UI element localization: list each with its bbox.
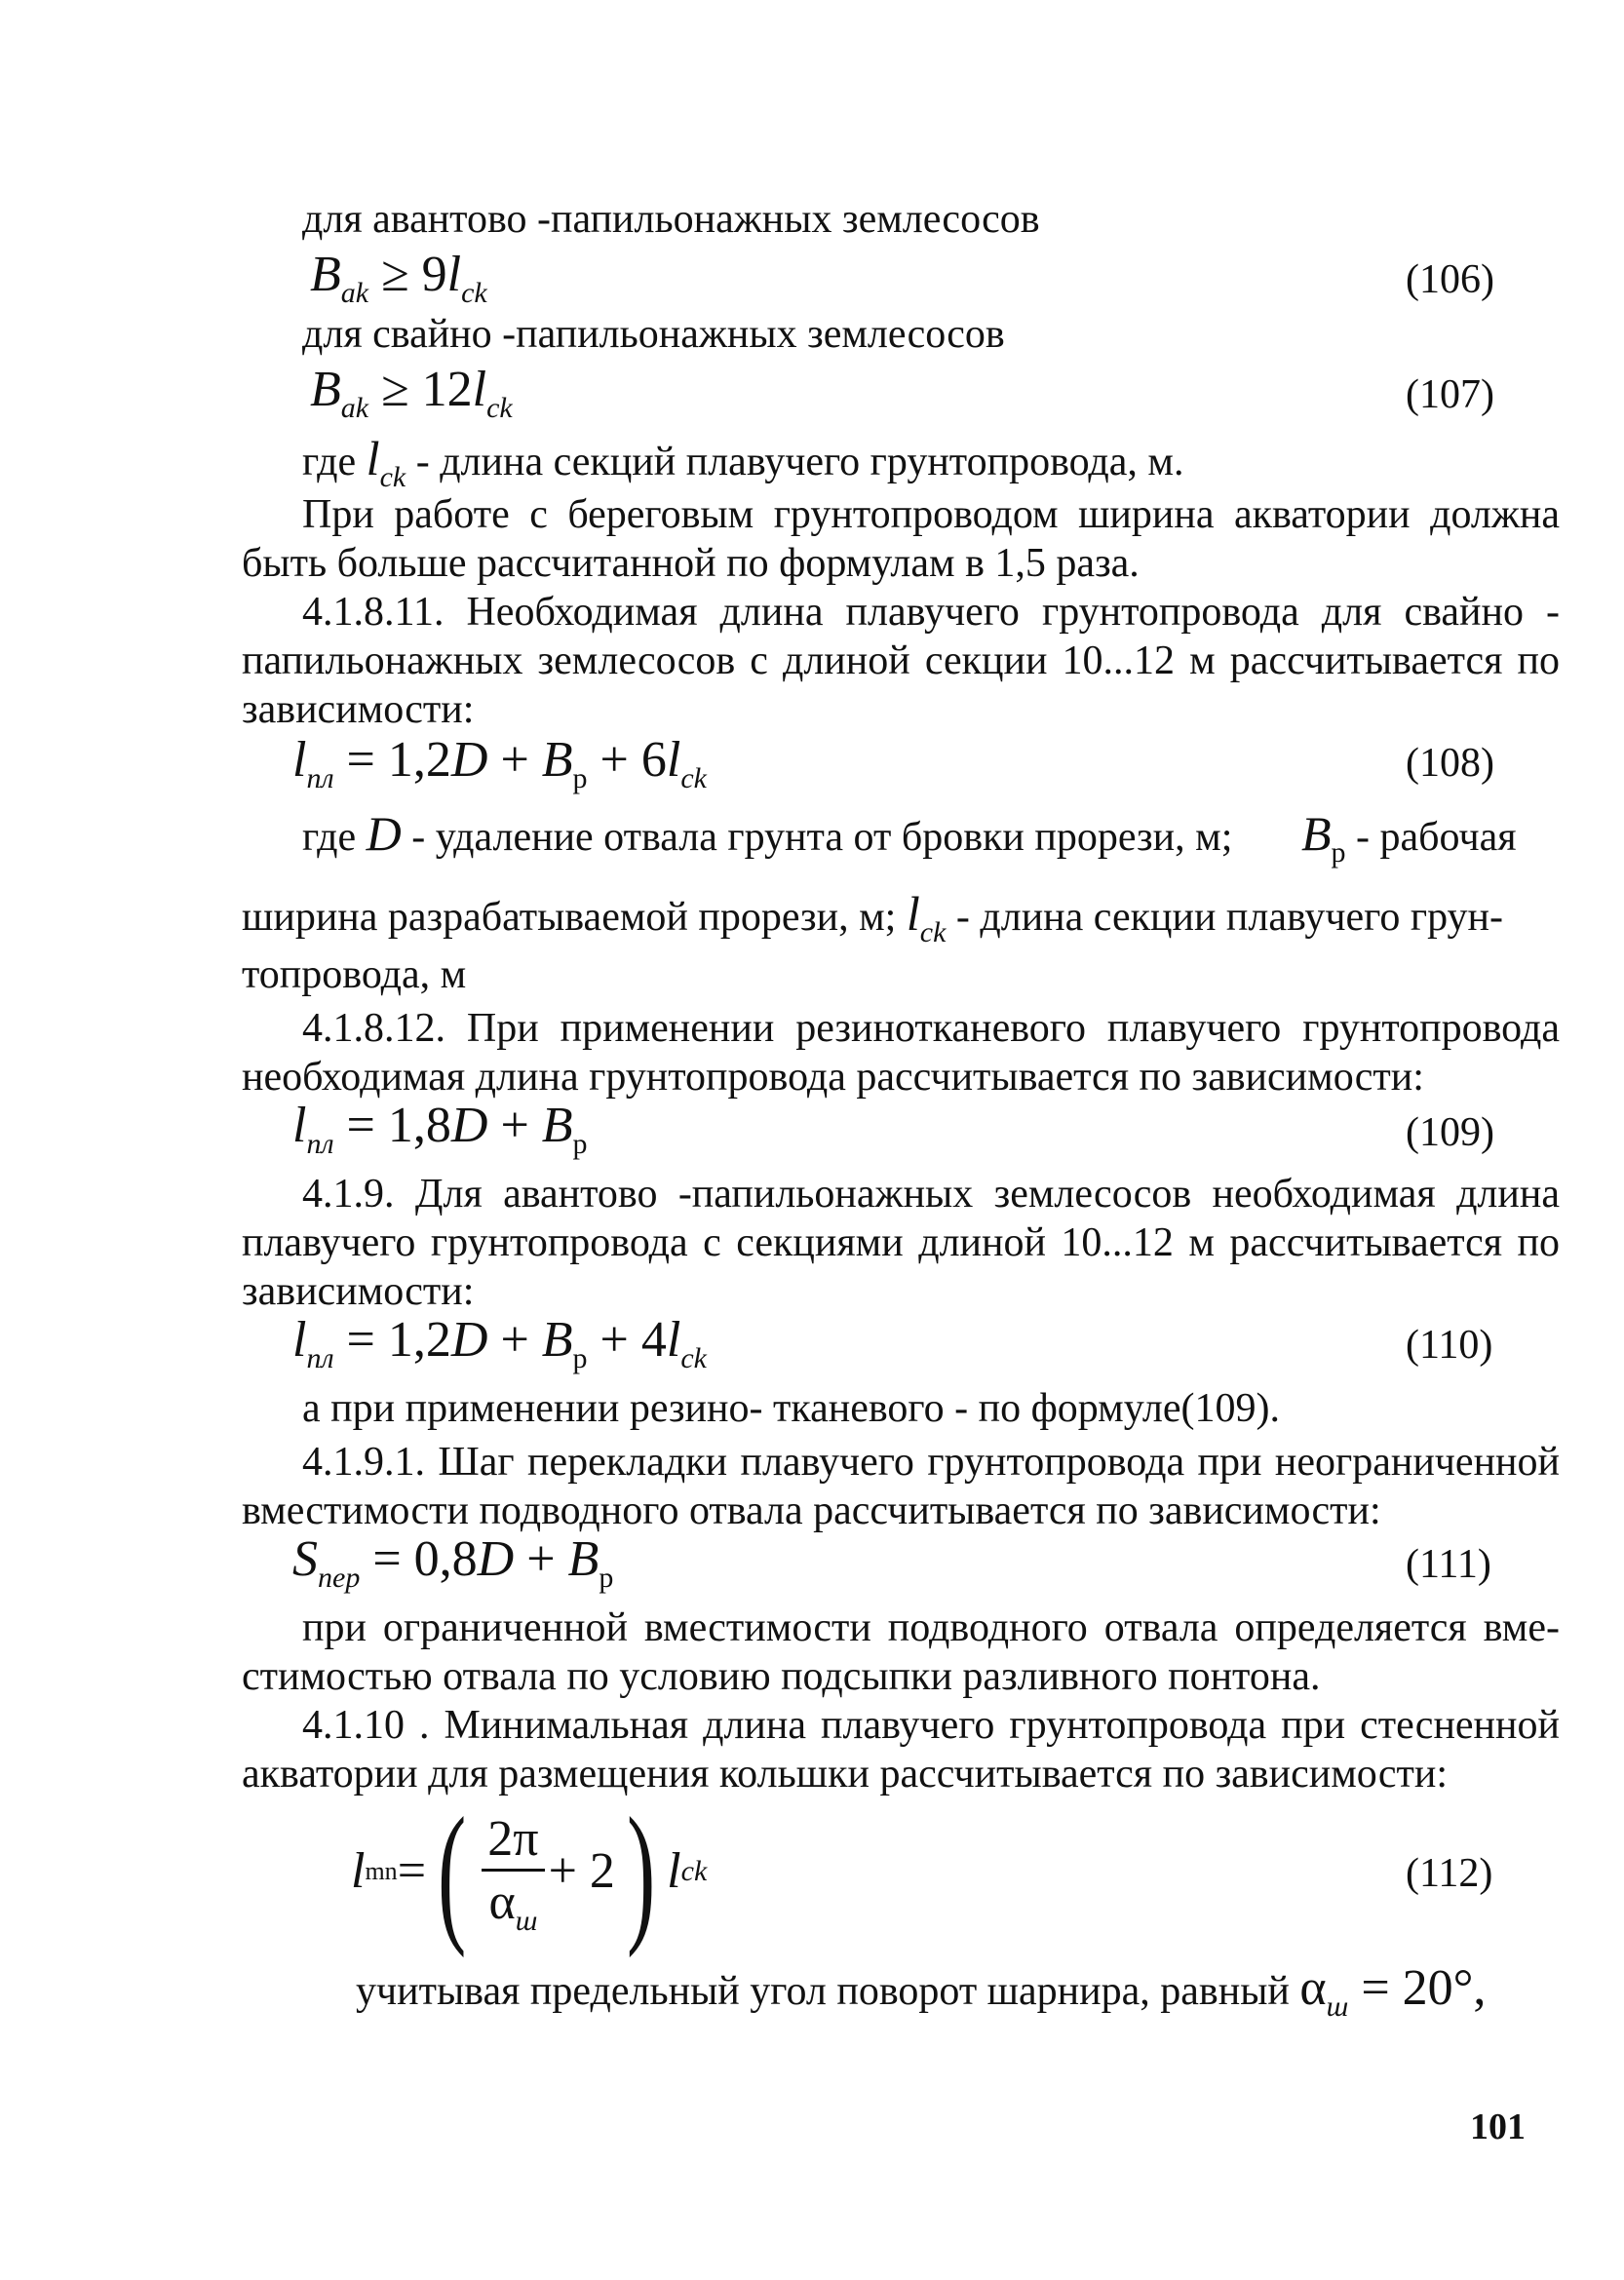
text-line: плавучего грунтопровода с секциями длиной 10...12 м рассчитывается по bbox=[242, 1220, 1560, 1265]
fraction: $\frac{2\pi}{\alpha_ш}$ bbox=[482, 1810, 544, 1934]
left-paren: ( bbox=[438, 1785, 467, 1958]
equation-112: l mn = ( $\frac{2\pi}{\alpha_ш}$ + 2 ) l ck bbox=[351, 1785, 708, 1958]
text-line: 4.1.10 . Минимальная длина плавучего грунтопровода при стесненной bbox=[302, 1703, 1560, 1748]
text-line: а при применении резино- тканевого - по формуле(109). bbox=[302, 1386, 1280, 1431]
text-line: для авантово -папильонажных землесосов bbox=[302, 197, 1040, 242]
text-line: ширина разрабатываемой прорези, м; $l_{ck}$ - длина секции плавучего грун- bbox=[242, 886, 1503, 948]
text-line: вместимости подводного отвала рассчитывается по зависимости: bbox=[242, 1488, 1381, 1533]
text-line: 4.1.8.12. При применении резинотканевого плавучего грунтопровода bbox=[302, 1006, 1560, 1051]
text-line: 4.1.8.11. Необходимая длина плавучего грунтопровода для свайно - bbox=[302, 590, 1560, 635]
text-line: необходимая длина грунтопровода рассчитывается по зависимости: bbox=[242, 1055, 1424, 1100]
text-line: быть больше рассчитанной по формулам в 1,5 раза. bbox=[242, 541, 1140, 586]
text-line: учитывая предельный угол поворот шарнира, равный $\alpha_ш = 20^\circ$, bbox=[356, 1960, 1487, 2023]
equation-111: $S_{пер} = 0,8D + B_р$ bbox=[292, 1531, 614, 1594]
text-line: при ограниченной вместимости подводного отвала определяется вме- bbox=[302, 1605, 1560, 1650]
equation-number: (108) bbox=[1406, 741, 1494, 786]
text-line: где D - удаление отвала грунта от бровки прорези, м; bbox=[302, 806, 1233, 861]
text-line: папильонажных землесосов с длиной секции 10...12 м рассчитывается по bbox=[242, 638, 1560, 683]
text-line: зависимости: bbox=[242, 1269, 475, 1314]
equation-number: (109) bbox=[1406, 1110, 1494, 1155]
text-line: где $l_{ck}$ - длина секций плавучего грунтопровода, м. bbox=[302, 431, 1184, 493]
text-line: топровода, м bbox=[242, 952, 467, 997]
equation-number: (110) bbox=[1406, 1323, 1493, 1368]
text-line: $B_р$ - рабочая bbox=[1301, 806, 1517, 869]
text-line: При работе с береговым грунтопроводом ширина акватории должна bbox=[302, 492, 1560, 537]
equation-108: $l_{пл} = 1,2D + B_р + 6l_{ck}$ bbox=[292, 732, 707, 794]
equation-number: (112) bbox=[1406, 1851, 1493, 1896]
text-line: зависимости: bbox=[242, 687, 475, 732]
text-line: 4.1.9.1. Шаг перекладки плавучего грунтопровода при неограниченной bbox=[302, 1440, 1560, 1485]
equation-106: $B_{ak} \ge 9l_{ck}$ bbox=[310, 247, 487, 309]
right-paren: ) bbox=[626, 1785, 656, 1958]
page-number: 101 bbox=[1470, 2106, 1526, 2147]
text-line: 4.1.9. Для авантово -папильонажных землесосов необходимая длина bbox=[302, 1172, 1560, 1217]
equation-109: $l_{пл} = 1,8D + B_р$ bbox=[292, 1098, 588, 1160]
text-line: для свайно -папильонажных землесосов bbox=[302, 312, 1005, 357]
text-line: акватории для размещения кольшки рассчитывается по зависимости: bbox=[242, 1752, 1448, 1797]
equation-number: (111) bbox=[1406, 1542, 1491, 1587]
text-line: стимостью отвала по условию подсыпки разливного понтона. bbox=[242, 1654, 1321, 1699]
equation-number: (107) bbox=[1406, 372, 1494, 417]
equation-number: (106) bbox=[1406, 257, 1494, 302]
equation-107: $B_{ak} \ge 12l_{ck}$ bbox=[310, 362, 513, 424]
equation-110: $l_{пл} = 1,2D + B_р + 4l_{ck}$ bbox=[292, 1312, 707, 1374]
